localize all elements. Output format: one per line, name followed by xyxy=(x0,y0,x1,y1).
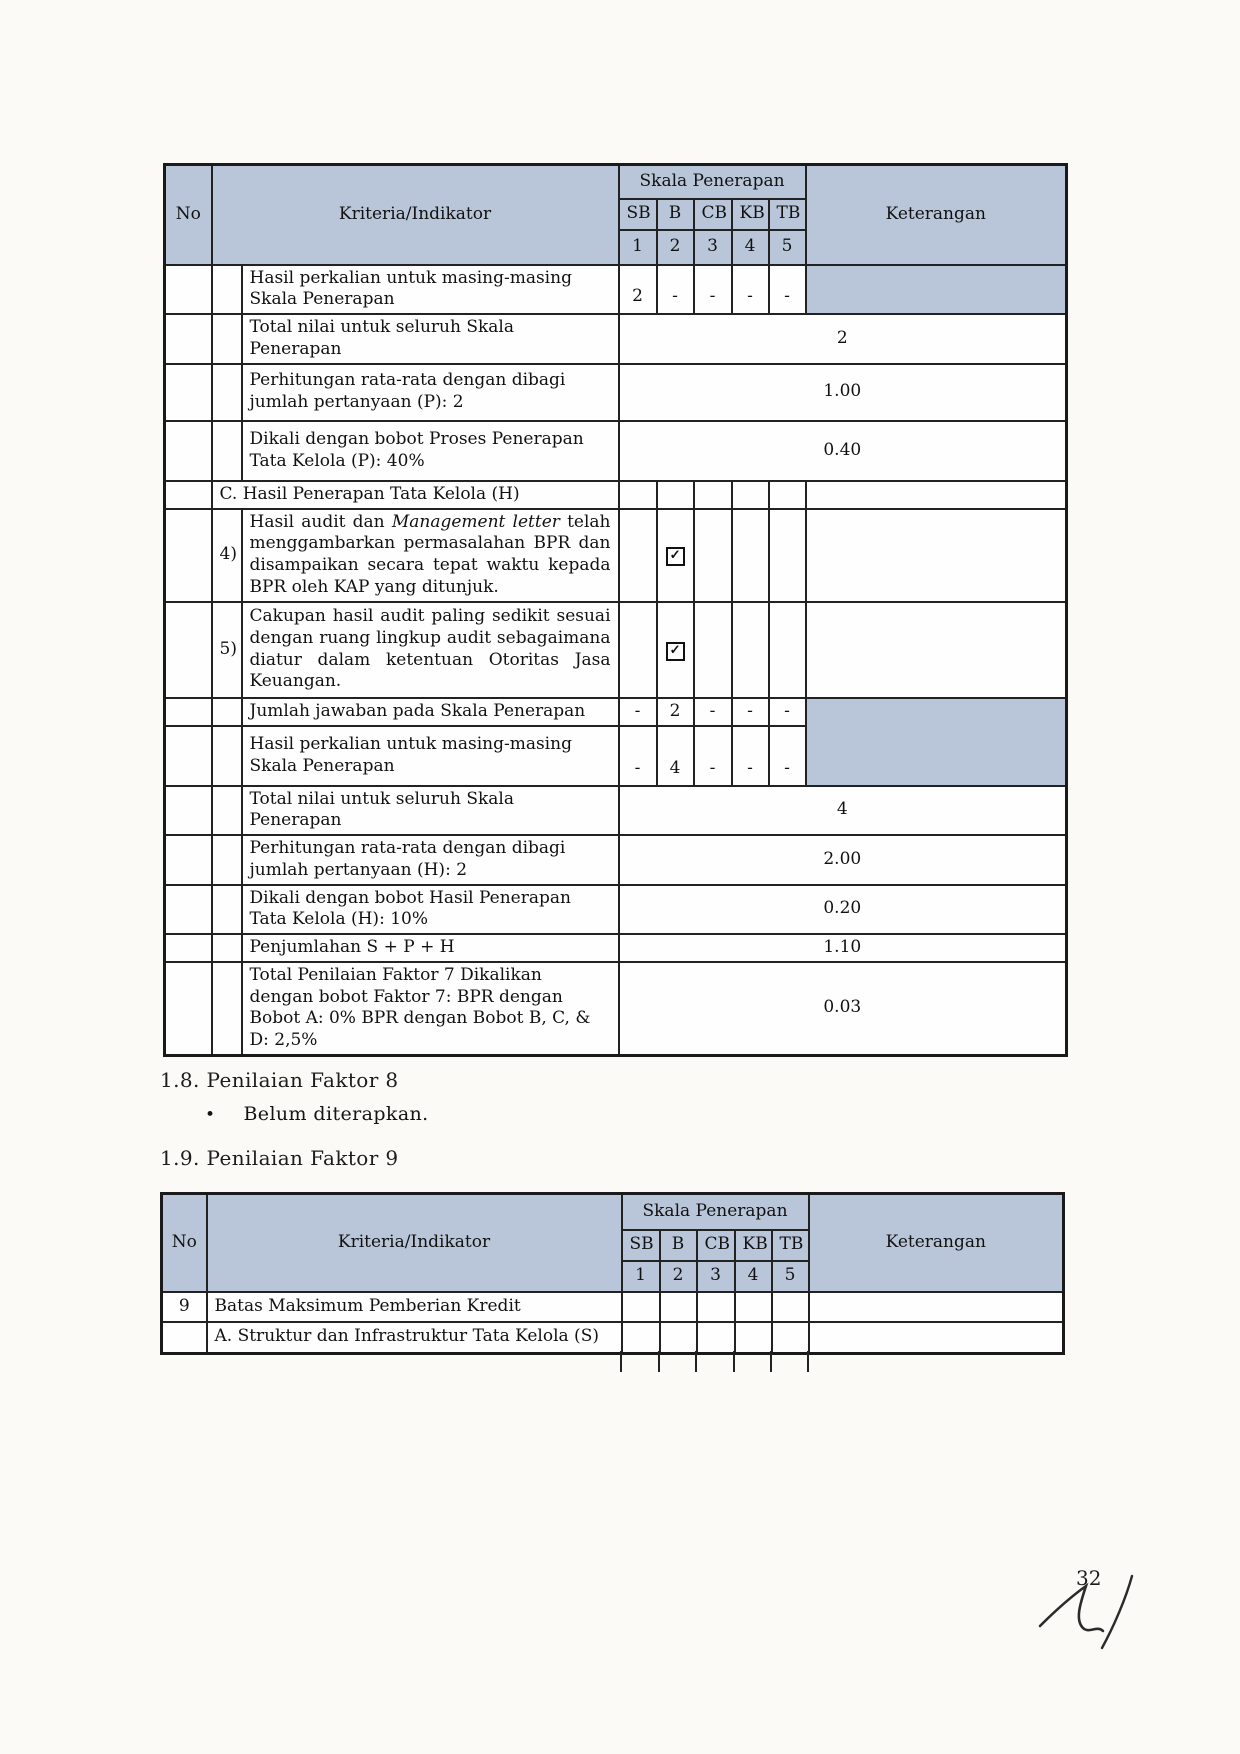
table-row xyxy=(162,1292,1064,1322)
scale-value-cell xyxy=(622,1292,660,1322)
scale-value-cell xyxy=(622,1322,660,1354)
handwritten-initials xyxy=(1028,1572,1146,1654)
scale-value-cell: 4 xyxy=(657,726,694,786)
table-row xyxy=(165,509,1067,602)
scale-number-4: 4 xyxy=(732,230,769,265)
no-cell xyxy=(165,726,212,786)
scale-number-3: 3 xyxy=(697,1261,735,1292)
scale-value-cell: - xyxy=(694,265,732,315)
scale-label-sb: SB xyxy=(619,199,657,230)
kriteria-text: Hasil audit dan xyxy=(249,511,392,532)
kriteria-cell: Penjumlahan S + P + H xyxy=(242,934,619,962)
scale-value-cell: - xyxy=(769,265,806,315)
scale-value-cell xyxy=(732,481,769,509)
scale-value-cell: - xyxy=(619,726,657,786)
scan-line-artifact xyxy=(658,1351,660,1372)
sub-no-cell: 5) xyxy=(212,602,242,698)
scan-line-artifact xyxy=(770,1351,772,1372)
sub-no-cell xyxy=(212,934,242,962)
scale-value-cell: - xyxy=(694,698,732,726)
table-row xyxy=(165,698,1067,726)
table-row xyxy=(165,314,1067,364)
scale-label-b: B xyxy=(657,199,694,230)
keterangan-cell xyxy=(806,698,1067,786)
sub-no-cell xyxy=(212,421,242,481)
scale-value-cell: - xyxy=(732,265,769,315)
no-cell xyxy=(165,509,212,602)
scale-number-3: 3 xyxy=(694,230,732,265)
table-row xyxy=(165,835,1067,885)
kriteria-cell: Jumlah jawaban pada Skala Penerapan xyxy=(242,698,619,726)
scan-line-artifact xyxy=(807,1351,809,1372)
penilaian-faktor7-table xyxy=(163,163,1068,1057)
table-row xyxy=(165,934,1067,962)
total-value-cell: 2 xyxy=(619,314,1067,364)
scale-value-cell xyxy=(694,602,732,698)
sub-no-cell xyxy=(212,835,242,885)
scale-label-tb: TB xyxy=(772,1230,809,1261)
kriteria-cell: Hasil perkalian untuk masing-masing Skala Penerapan xyxy=(242,726,619,786)
table-row xyxy=(165,481,1067,509)
column-header-kriteria: Kriteria/Indikator xyxy=(212,165,619,265)
section-heading-1-8: 1.8. Penilaian Faktor 8 xyxy=(160,1068,399,1092)
weighted-value-cell: 0.20 xyxy=(619,885,1067,935)
keterangan-cell xyxy=(806,509,1067,602)
scale-value-cell xyxy=(619,602,657,698)
scale-value-cell xyxy=(619,481,657,509)
scale-label-cb: CB xyxy=(694,199,732,230)
scale-value-cell: - xyxy=(732,698,769,726)
scan-line-artifact xyxy=(620,1351,622,1372)
section-heading-1-9: 1.9. Penilaian Faktor 9 xyxy=(160,1146,399,1170)
scale-value-cell xyxy=(694,509,732,602)
checked-checkbox-icon: ✓ xyxy=(666,547,685,566)
section-header-cell: C. Hasil Penerapan Tata Kelola (H) xyxy=(212,481,619,509)
no-cell xyxy=(165,364,212,421)
sub-no-cell xyxy=(212,786,242,836)
column-header-no: No xyxy=(162,1194,207,1292)
keterangan-cell xyxy=(806,602,1067,698)
kriteria-cell: Cakupan hasil audit paling sedikit sesuai dengan ruang lingkup audit sebagaimana diatur dalam ketentuan Otoritas Jasa Keuangan. xyxy=(242,602,619,698)
table-row xyxy=(165,364,1067,421)
sub-no-cell xyxy=(212,314,242,364)
scale-number-5: 5 xyxy=(769,230,806,265)
kriteria-cell: Total nilai untuk seluruh Skala Penerapan xyxy=(242,314,619,364)
column-header-skala-penerapan: Skala Penerapan xyxy=(619,165,806,199)
scale-number-2: 2 xyxy=(660,1261,697,1292)
no-cell xyxy=(162,1322,207,1354)
sum-value-cell: 1.10 xyxy=(619,934,1067,962)
kriteria-cell: Dikali dengan bobot Proses Penerapan Tata Kelola (P): 40% xyxy=(242,421,619,481)
average-value-cell: 1.00 xyxy=(619,364,1067,421)
scale-value-cell: - xyxy=(769,726,806,786)
kriteria-cell: Hasil perkalian untuk masing-masing Skala Penerapan xyxy=(242,265,619,315)
no-cell xyxy=(165,602,212,698)
bullet-item-text: Belum diterapkan. xyxy=(243,1103,429,1125)
table-row xyxy=(165,786,1067,836)
no-cell xyxy=(165,698,212,726)
table-row xyxy=(165,265,1067,315)
table-row xyxy=(162,1322,1064,1354)
no-cell xyxy=(165,835,212,885)
kriteria-cell: A. Struktur dan Infrastruktur Tata Kelola (S) xyxy=(207,1322,622,1354)
keterangan-cell xyxy=(806,265,1067,315)
no-cell xyxy=(165,786,212,836)
scale-value-cell: - xyxy=(769,698,806,726)
scale-value-cell: 2 xyxy=(657,698,694,726)
scale-value-cell xyxy=(660,1322,697,1354)
scale-number-5: 5 xyxy=(772,1261,809,1292)
scan-line-artifact xyxy=(695,1351,697,1372)
scale-value-cell: - xyxy=(657,265,694,315)
no-cell: 9 xyxy=(162,1292,207,1322)
table-row xyxy=(165,421,1067,481)
kriteria-cell: Total Penilaian Faktor 7 Dikalikan dengan bobot Faktor 7: BPR dengan Bobot A: 0% BPR dengan Bobot B, C, & D: 2,5% xyxy=(242,962,619,1056)
scale-value-cell xyxy=(772,1322,809,1354)
scale-number-4: 4 xyxy=(735,1261,772,1292)
keterangan-cell xyxy=(809,1322,1064,1354)
scale-value-cell: 2 xyxy=(619,265,657,315)
no-cell xyxy=(165,265,212,315)
scale-value-cell xyxy=(732,602,769,698)
no-cell xyxy=(165,962,212,1056)
scale-value-cell xyxy=(769,481,806,509)
no-cell xyxy=(165,885,212,935)
scale-value-cell: - xyxy=(694,726,732,786)
column-header-skala-penerapan: Skala Penerapan xyxy=(622,1194,809,1230)
kriteria-cell: Perhitungan rata-rata dengan dibagi jumlah pertanyaan (H): 2 xyxy=(242,835,619,885)
scale-value-cell xyxy=(657,509,694,602)
sub-no-cell xyxy=(212,962,242,1056)
table-row xyxy=(165,885,1067,935)
average-value-cell: 2.00 xyxy=(619,835,1067,885)
scale-label-cb: CB xyxy=(697,1230,735,1261)
table-row xyxy=(162,1194,1064,1230)
kriteria-cell: Total nilai untuk seluruh Skala Penerapan xyxy=(242,786,619,836)
no-cell xyxy=(165,934,212,962)
scale-value-cell xyxy=(772,1292,809,1322)
sub-no-cell xyxy=(212,726,242,786)
sub-no-cell: 4) xyxy=(212,509,242,602)
scale-label-tb: TB xyxy=(769,199,806,230)
kriteria-text-italic: Management letter xyxy=(391,511,560,532)
table-row xyxy=(165,962,1067,1056)
column-header-no: No xyxy=(165,165,212,265)
no-cell xyxy=(165,314,212,364)
scale-value-cell: - xyxy=(732,726,769,786)
page-number: 32 xyxy=(1076,1566,1102,1590)
sub-no-cell xyxy=(212,698,242,726)
scale-value-cell xyxy=(657,481,694,509)
scale-number-2: 2 xyxy=(657,230,694,265)
scale-value-cell xyxy=(769,602,806,698)
scale-label-sb: SB xyxy=(622,1230,660,1261)
keterangan-cell xyxy=(806,481,1067,509)
keterangan-cell xyxy=(809,1292,1064,1322)
column-header-keterangan: Keterangan xyxy=(806,165,1067,265)
sub-no-cell xyxy=(212,265,242,315)
scale-value-cell xyxy=(697,1322,735,1354)
scale-label-kb: KB xyxy=(735,1230,772,1261)
final-value-cell: 0.03 xyxy=(619,962,1067,1056)
scale-value-cell xyxy=(660,1292,697,1322)
sub-no-cell xyxy=(212,364,242,421)
sub-no-cell xyxy=(212,885,242,935)
penilaian-faktor9-table xyxy=(160,1192,1065,1355)
scale-value-cell xyxy=(657,602,694,698)
kriteria-cell xyxy=(242,509,619,602)
scan-line-artifact xyxy=(733,1351,735,1372)
no-cell xyxy=(165,421,212,481)
scale-value-cell: - xyxy=(619,698,657,726)
column-header-kriteria: Kriteria/Indikator xyxy=(207,1194,622,1292)
total-value-cell: 4 xyxy=(619,786,1067,836)
checked-checkbox-icon: ✓ xyxy=(666,642,685,661)
kriteria-cell: Dikali dengan bobot Hasil Penerapan Tata Kelola (H): 10% xyxy=(242,885,619,935)
scale-value-cell xyxy=(735,1292,772,1322)
table-row xyxy=(165,165,1067,199)
kriteria-cell: Perhitungan rata-rata dengan dibagi jumlah pertanyaan (P): 2 xyxy=(242,364,619,421)
scale-value-cell xyxy=(735,1322,772,1354)
scale-value-cell xyxy=(769,509,806,602)
scale-number-1: 1 xyxy=(622,1261,660,1292)
no-cell xyxy=(165,481,212,509)
scale-value-cell xyxy=(732,509,769,602)
weighted-value-cell: 0.40 xyxy=(619,421,1067,481)
scale-number-1: 1 xyxy=(619,230,657,265)
bullet-icon: • xyxy=(205,1105,216,1125)
table-row xyxy=(165,602,1067,698)
scale-value-cell xyxy=(619,509,657,602)
bullet-list-item xyxy=(205,1103,429,1125)
scale-label-b: B xyxy=(660,1230,697,1261)
column-header-keterangan: Keterangan xyxy=(809,1194,1064,1292)
kriteria-text: telah menggambarkan permasalahan BPR dan disampaikan secara tepat waktu kepada BPR oleh KAP yang ditunjuk. xyxy=(249,511,611,597)
scale-label-kb: KB xyxy=(732,199,769,230)
scale-value-cell xyxy=(694,481,732,509)
scale-value-cell xyxy=(697,1292,735,1322)
kriteria-cell: Batas Maksimum Pemberian Kredit xyxy=(207,1292,622,1322)
